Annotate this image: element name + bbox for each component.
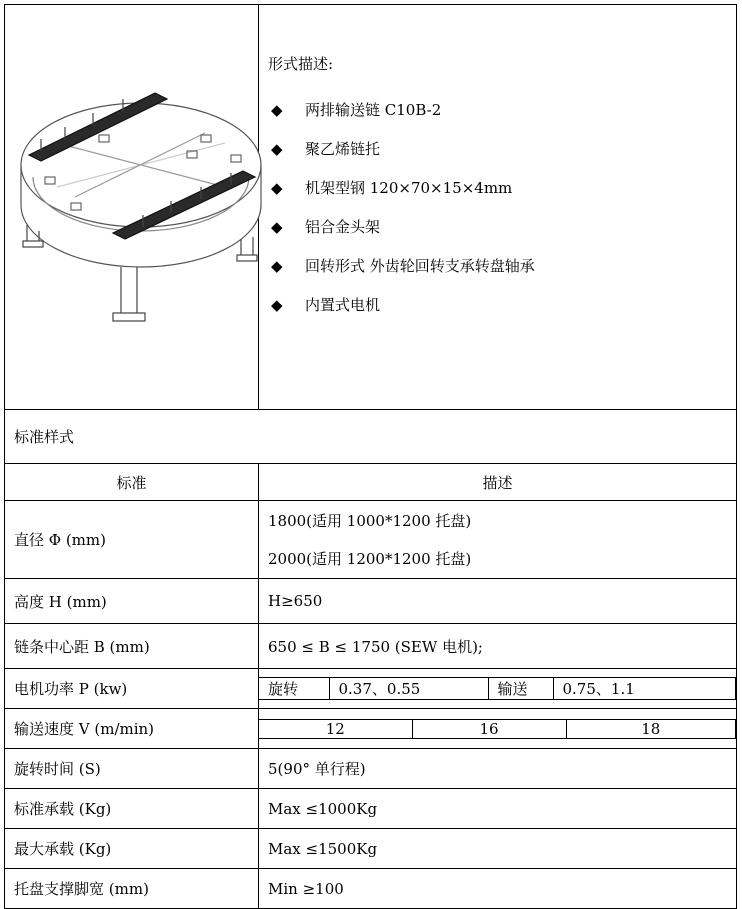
description-item <box>268 129 727 168</box>
description-title: 形式描述: <box>268 55 334 73</box>
row-label: 输送速度 V (m/min) <box>5 709 259 749</box>
description-item-text: 两排输送链 C10B-2 <box>305 100 442 119</box>
row-value: Max ≤1500Kg <box>259 829 737 869</box>
overview-row <box>5 5 737 410</box>
diamond-bullet-icon: ◆ <box>271 139 283 158</box>
description-item <box>268 168 727 207</box>
speed-subtable <box>259 719 736 739</box>
spec-document <box>4 4 738 909</box>
table-row-foot-width <box>5 869 737 909</box>
row-value: Max ≤1000Kg <box>259 789 737 829</box>
row-label: 直径 Φ (mm) <box>5 501 259 579</box>
row-value <box>259 501 737 579</box>
standard-section-row <box>5 410 737 464</box>
column-header-description: 描述 <box>259 464 737 501</box>
row-value <box>259 669 737 709</box>
description-item-text: 机架型钢 120×70×15×4mm <box>305 178 513 197</box>
row-value: 650 ≤ B ≤ 1750 (SEW 电机); <box>259 624 737 669</box>
description-item-text: 铝合金头架 <box>305 217 381 236</box>
row-label: 旋转时间 (S) <box>5 749 259 789</box>
table-row-motor-power <box>5 669 737 709</box>
standard-section-heading: 标准样式 <box>5 410 737 464</box>
row-label: 托盘支撑脚宽 (mm) <box>5 869 259 909</box>
row-label: 电机功率 P (kw) <box>5 669 259 709</box>
table-row-rotation-time <box>5 749 737 789</box>
spec-table <box>4 4 737 909</box>
table-row-speed <box>5 709 737 749</box>
description-item-text: 回转形式 外齿轮回转支承转盘轴承 <box>305 256 535 275</box>
description-item <box>268 207 727 246</box>
diagram-cell <box>5 5 259 410</box>
rotate-value: 0.37、0.55 <box>329 678 488 700</box>
speed-value: 18 <box>566 719 736 738</box>
table-row-chain-center <box>5 624 737 669</box>
description-cell <box>259 5 737 410</box>
table-row-height <box>5 579 737 624</box>
description-item <box>268 90 727 129</box>
description-item-text: 内置式电机 <box>305 295 381 314</box>
diamond-bullet-icon: ◆ <box>271 217 283 236</box>
diamond-bullet-icon: ◆ <box>271 178 283 197</box>
diamond-bullet-icon: ◆ <box>271 295 283 314</box>
description-item <box>268 285 727 324</box>
column-header-standard: 标准 <box>5 464 259 501</box>
row-label: 链条中心距 B (mm) <box>5 624 259 669</box>
table-row-diameter <box>5 501 737 579</box>
row-value: Min ≥100 <box>259 869 737 909</box>
rotate-label: 旋转 <box>259 678 329 700</box>
description-item-text: 聚乙烯链托 <box>305 139 381 158</box>
diamond-bullet-icon: ◆ <box>271 256 283 275</box>
row-value <box>259 709 737 749</box>
diameter-option: 2000(适用 1200*1200 托盘) <box>268 549 472 568</box>
diamond-bullet-icon: ◆ <box>271 100 283 119</box>
speed-value: 12 <box>259 719 412 738</box>
speed-value: 16 <box>412 719 566 738</box>
table-header-row <box>5 464 737 501</box>
table-row-max-load <box>5 829 737 869</box>
row-label: 高度 H (mm) <box>5 579 259 624</box>
convey-label: 输送 <box>488 678 553 700</box>
diameter-option: 1800(适用 1000*1200 托盘) <box>268 511 472 530</box>
description-item <box>268 246 727 285</box>
table-row-standard-load <box>5 789 737 829</box>
turntable-conveyor-diagram <box>5 27 275 383</box>
row-label: 最大承载 (Kg) <box>5 829 259 869</box>
convey-value: 0.75、1.1 <box>553 678 736 700</box>
row-label: 标准承载 (Kg) <box>5 789 259 829</box>
row-value: H≥650 <box>259 579 737 624</box>
motor-power-subtable <box>259 677 736 700</box>
row-value: 5(90° 单行程) <box>259 749 737 789</box>
